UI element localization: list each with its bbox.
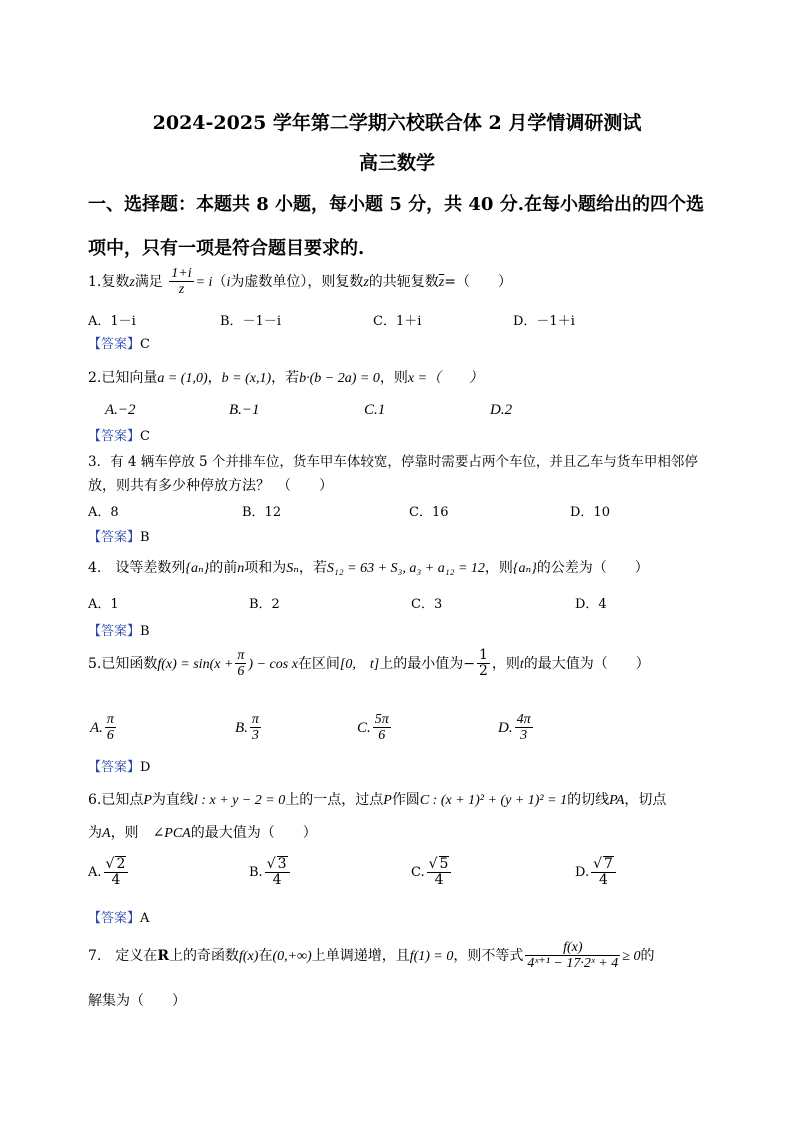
question-7-line1: 7. 定义在R上的奇函数f(x)在(0,+∞)上单调递增，且f(1) = 0，则不等式 $\frac{f(x)}{\text{4ˣ⁺¹ − 17·2ˣ + 4}}$ ≥ 0的 (88, 940, 655, 972)
page-subtitle: 高三数学 (358, 152, 435, 174)
q6-option-b: B. $\frac{√ 3}{4}$ (249, 856, 292, 889)
question-1: 1.复数z满足 $\frac{1+i}{z}$ = i（i为虚数单位），则复数z的共轭复数$\overline{z}=$（ ） (88, 266, 512, 298)
q6-option-a: A. $\frac{√ 2}{4}$ (88, 856, 130, 889)
q6-answer: 【答案】A (88, 911, 150, 926)
question-6-line1: 6.已知点P为直线l : x + y − 2 = 0上的一点，过点P作圆C : (x + 1)² + (y + 1)² = 1的切线PA，切点 (88, 792, 667, 808)
q2-option-d: D.2 (490, 402, 513, 418)
q2-answer: 【答案】C (88, 429, 150, 444)
q3-option-a: A．8 (88, 505, 119, 520)
question-6-line2: 为A，则 ∠PCA的最大值为（ ） (88, 825, 317, 841)
q3-answer: 【答案】B (88, 530, 150, 545)
q3-option-d: D．10 (570, 505, 610, 520)
q5-answer: 【答案】D (88, 760, 151, 775)
question-3-line1: 3．有 4 辆车停放 5 个并排车位，货车甲车体较宽，停靠时需要占两个车位，并且乙车与货车甲相邻停 (88, 454, 698, 470)
q2-option-a: A.−2 (105, 402, 136, 418)
q2-option-c: C.1 (364, 402, 386, 418)
q3-option-c: C．16 (409, 505, 449, 520)
question-2: 2.已知向量a = (1,0)，b = (x,1)，若b·(b − 2a) = 0，则x =（ ） (88, 370, 484, 386)
q1-option-b: B．－1－i (220, 314, 281, 329)
q5-option-d: D. $\frac{4\pi}{3}$ (498, 712, 531, 744)
page-title: 2024-2025 学年第二学期六校联合体 2 月学情调研测试 (152, 112, 642, 134)
q4-option-c: C．3 (411, 597, 443, 612)
section-heading-line1: 一、选择题：本题共 8 小题，每小题 5 分，共 40 分.在每小题给出的四个选 (88, 194, 704, 215)
q4-option-d: D．4 (575, 597, 607, 612)
q6-option-d: D. $\frac{√ 7}{4}$ (575, 856, 618, 889)
question-5: 5.已知函数f(x) = sin(x + $\frac{\pi}{6}$ ) − cos x在区间[0, t]上的最小值为− $\frac{1}{2}$ ，则t的最大值为（ ） (88, 647, 650, 680)
q5-option-c: C. $\frac{5\pi}{6}$ (357, 712, 389, 744)
q1-option-c: C．1＋i (373, 314, 422, 329)
question-7-line2: 解集为（ ） (88, 993, 186, 1009)
q2-option-b: B.−1 (229, 402, 260, 418)
question-3-line2: 放，则共有多少种停放方法？ （ ） (88, 478, 333, 494)
section-heading-line2: 项中，只有一项是符合题目要求的. (88, 238, 365, 259)
q1-option-d: D．－1＋i (513, 314, 575, 329)
q1-option-a: A．1－i (88, 314, 136, 329)
q1-fraction: $\frac{1+i}{z}$ (171, 266, 192, 298)
q5-option-b: B. $\frac{\pi}{3}$ (235, 712, 259, 744)
question-4: 4. 设等差数列{aₙ}的前n项和为Sₙ，若S₁₂ = 63 + S₃, a₃ + a₁₂ = 12，则{aₙ}的公差为（ ） (88, 560, 649, 576)
q4-option-a: A．1 (88, 597, 119, 612)
q1-answer: 【答案】C (88, 337, 150, 352)
q5-option-a: A. $\frac{\pi}{6}$ (90, 712, 114, 744)
q4-option-b: B．2 (249, 597, 280, 612)
q3-option-b: B．12 (242, 505, 282, 520)
q6-option-c: C. $\frac{√ 5}{4}$ (411, 856, 453, 889)
q4-answer: 【答案】B (88, 624, 150, 639)
